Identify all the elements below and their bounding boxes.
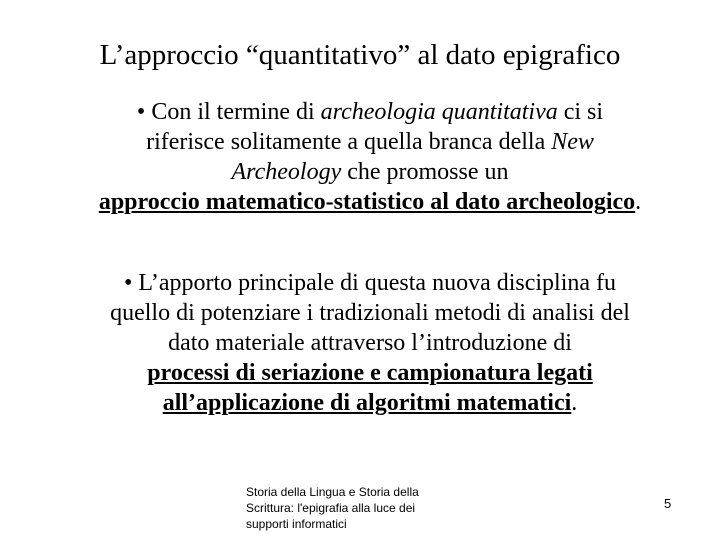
- bullet-2-line-4: processi di seriazione e campionatura legati: [147, 360, 593, 386]
- bullet-1-line-3: [40, 157, 700, 187]
- footer-line-2: Scrittura: l'epigrafia alla luce dei: [246, 501, 416, 515]
- text-span: .: [571, 390, 578, 416]
- bullet-point-2: [40, 268, 700, 418]
- bullet-1-line-2: [40, 127, 700, 157]
- slide-title: L’approccio “quantitativo” al dato epigrafico: [99, 39, 621, 71]
- bullet-2-line-2: quello di potenziare i tradizionali metodi di analisi del: [110, 300, 630, 326]
- slide-footer: [246, 484, 476, 532]
- bullet-dot: •: [136, 99, 146, 125]
- text-span: Con il termine di: [151, 99, 321, 125]
- bullet-2-line-1: [40, 268, 700, 298]
- italic-term: Archeology: [231, 159, 342, 185]
- text-span: .: [635, 189, 642, 215]
- bullet-dot: •: [123, 270, 133, 296]
- emphasized-phrase: approccio matematico-statistico al dato archeologico: [98, 189, 636, 215]
- footer-line-1: Storia della Lingua e Storia della: [246, 485, 419, 499]
- text-span: riferisce solitamente a quella branca della: [146, 129, 552, 155]
- bullet-point-1: [40, 97, 700, 217]
- bullet-1-line-4: [40, 187, 700, 217]
- italic-term: archeologia quantitativa: [320, 99, 558, 125]
- text-span: ci si: [557, 99, 604, 125]
- bullet-2-line-3: dato materiale attraverso l’introduzione di: [168, 330, 572, 356]
- footer-line-3: supporti informatici: [246, 517, 347, 531]
- text-span: che promosse un: [341, 159, 509, 185]
- bullet-2-line-5: [40, 388, 700, 418]
- text-span: L’apporto principale di questa nuova disciplina fu: [138, 270, 617, 296]
- italic-term: New: [551, 129, 594, 155]
- page-number: 5: [664, 496, 672, 511]
- bullet-1-line-1: [40, 97, 700, 127]
- emphasized-phrase: all’applicazione di algoritmi matematici: [162, 390, 572, 416]
